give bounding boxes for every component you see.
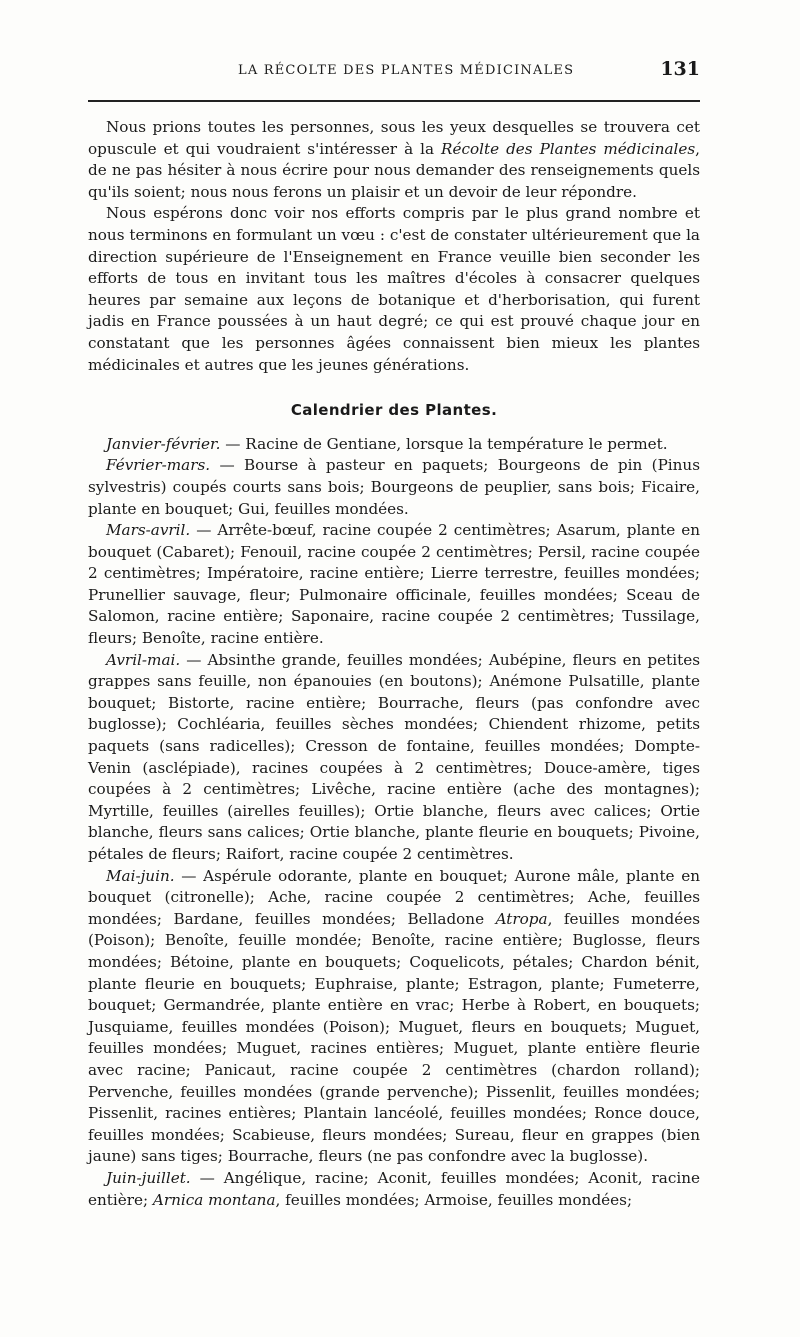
entry-species-name: Arnica montana [152,1190,276,1209]
section-title: Calendrier des Plantes. [290,401,498,420]
page-header [88,60,700,84]
entry-species-name: Atropa [495,909,548,928]
period-label: Janvier-février. [106,434,221,453]
period-label: Juin-juillet. [106,1168,191,1187]
body-text [88,117,700,1211]
intro-paragraph-1 [88,117,700,203]
period-label: Février-mars. [106,456,211,475]
entry-text: — Racine de Gentiane, lorsque la température le permet. [220,434,668,453]
period-label: Mai-juin. [106,866,175,885]
entry-juin-juillet [88,1168,700,1211]
entry-text: — Absinthe grande, feuilles mondées; Aubépine, fleurs en petites grappes sans feuille, non épanouies (en boutons); Anémone Pulsatille, plante bouquet; Bistorte, racine entière; Bourrache, fleurs (pas confondre avec buglosse); Cochléaria, feuilles sèches mondées; Chiendent rhizome, petits paquets (sans radicelles); Cresson de fontaine, feuilles mondées; Dompte-Venin (asclépiade), racines coupées à 2 centimètres; Douce-amère, tiges coupées à 2 centimètres; Livêche, racine entière (ache des montagnes); Myrtille, feuilles (airelles feuilles); Ortie blanche, fleurs avec calices; Ortie blanche, fleurs sans calices; Ortie blanche, plante fleurie en bouquets; Pivoine, pétales de fleurs; Raifort, racine coupée 2 centimètres. [88,650,700,863]
intro-p1-text-b: , de ne pas hésiter à nous écrire pour nous demander des renseignements quels qu'ils soient; nous nous ferons un plaisir et un devoir de leur répondre. [88,139,700,201]
period-label: Avril-mai. [106,650,181,669]
entry-text: — Bourse à pasteur en paquets; Bourgeons de pin (Pinus sylvestris) coupés courts sans bois; Bourgeons de peuplier, sans bois; Ficaire, plante en bouquet; Gui, feuilles mondées. [88,456,700,518]
entry-text: — Aspérule odorante, plante en bouquet; Aurone mâle, plante en bouquet (citronelle); Ache, racine coupée 2 centimètres; Ache, feuilles mondées; Bardane, feuilles mondées; Belladone [88,866,700,928]
entry-janvier-fevrier [88,434,700,456]
running-title: LA RÉCOLTE DES PLANTES MÉDICINALES [238,63,575,78]
page-number: 131 [660,58,700,80]
intro-p1-title: Récolte des Plantes médicinales [441,139,696,158]
entry-mars-avril [88,520,700,650]
entry-text: , feuilles mondées (Poison); Benoîte, feuille mondée; Benoîte, racine entière; Buglosse, fleurs mondées; Bétoine, plante en bouquets; Coquelicots, pétales; Chardon bénit, plante fleurie en bouquets; Euphraise, plante; Estragon, plante; Fumeterre, bouquet; Germandrée, plante entière en vrac; Herbe à Robert, en bouquets; Jusquiame, feuilles mondées (Poison); Muguet, fleurs en bouquets; Muguet, feuilles mondées; Muguet, racines entières; Muguet, plante entière fleurie avec racine; Panicaut, racine coupée 2 centimètres (chardon rolland); Pervenche, feuilles mondées (grande pervenche); Pissenlit, feuilles mondées; Pissenlit, racines entières; Plantain lancéolé, feuilles mondées; Ronce douce, feuilles mondées; Scabieuse, fleurs mondées; Sureau, fleur en grappes (bien jaune) sans tiges; Bourrache, fleurs (ne pas confondre avec la buglosse). [88,909,700,1166]
entry-fevrier-mars [88,455,700,520]
header-rule [88,100,700,102]
period-label: Mars-avril. [106,521,191,540]
entry-mai-juin [88,866,700,1168]
intro-p1-text-a: Nous prions toutes les personnes, sous les yeux desquelles se trouvera cet opuscule et qui voudraient s'intéresser à la [88,118,700,158]
entry-avril-mai [88,650,700,866]
entry-text: , feuilles mondées; Armoise, feuilles mondées; [275,1190,633,1209]
entry-text: — Arrête-bœuf, racine coupée 2 centimètres; Asarum, plante en bouquet (Cabaret); Fenouil, racine coupée 2 centimètres; Persil, racine coupée 2 centimètres; Impératoire, racine entière; Lierre terrestre, feuilles mondées; Prunellier sauvage, fleur; Pulmonaire officinale, feuilles mondées; Sceau de Salomon, racine entière; Saponaire, racine coupée 2 centimètres; Tussilage, fleurs; Benoîte, racine entière. [88,521,700,648]
intro-paragraph-2: Nous espérons donc voir nos efforts compris par le plus grand nombre et nous terminons en formulant un vœu : c'est de constater ultérieurement que la direction supérieure de l'Enseignement en France veuille bien seconder les efforts de tous en invitant tous les maîtres d'écoles à consacrer quelques heures par semaine aux leçons de botanique et d'herborisation, qui furent jadis en France poussées à un haut degré; ce qui est prouvé chaque jour en constatant que les personnes âgées connaissent bien mieux les plantes médicinales et autres que les jeunes générations. [88,204,700,374]
entry-text: — Angélique, racine; Aconit, feuilles mondées; Aconit, racine entière; [88,1168,700,1209]
